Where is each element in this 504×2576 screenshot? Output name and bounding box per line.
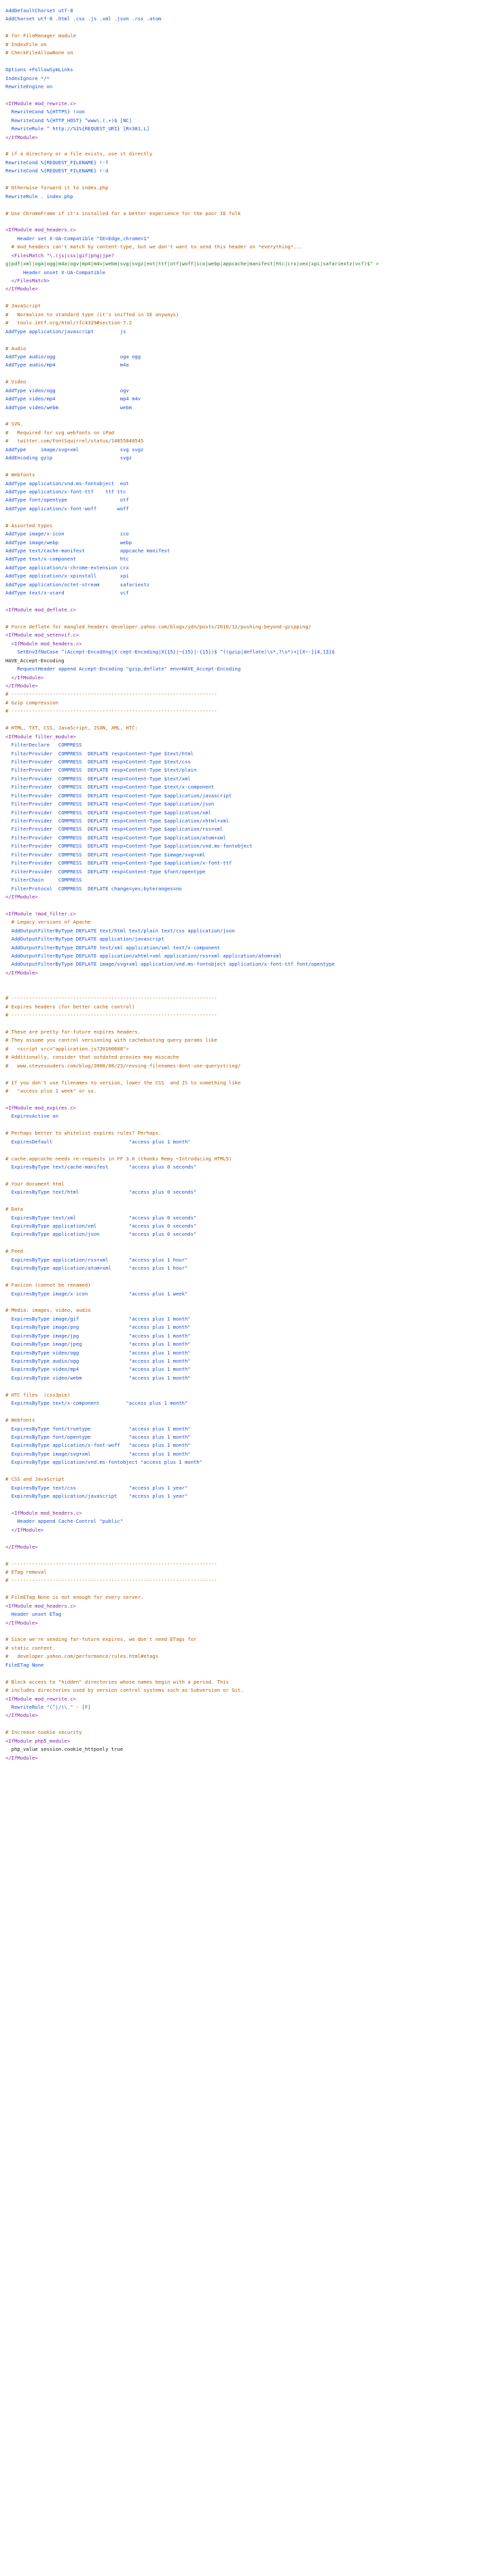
blank-line bbox=[5, 463, 499, 471]
code-line-section: <IfModule mod_headers.c> bbox=[5, 640, 82, 647]
code-line-directive: AddType application/x-chrome-extension crx bbox=[5, 564, 129, 571]
code-line-directive: ExpiresByType image/jpg "access plus 1 month" bbox=[5, 1332, 191, 1339]
code-line-comment: # tools.ietf.org/html/rfc4329#section-7.2 bbox=[5, 320, 132, 326]
code-line-directive: ExpiresByType application/javascript "access plus 1 year" bbox=[5, 1493, 188, 1499]
code-line-directive: RewriteRule ^ http://%1%{REQUEST_URI} [R=301,L] bbox=[5, 126, 150, 132]
blank-line bbox=[5, 615, 499, 623]
code-line-section: </IfModule> bbox=[5, 1543, 38, 1550]
code-line-section: </IfModule> bbox=[5, 1754, 38, 1761]
code-line-section: <IfModule php5_module> bbox=[5, 1737, 71, 1744]
code-line-comment: # Use ChromeFrame if it's installed for a better experience for the poor IE folk bbox=[5, 210, 241, 216]
code-line-section: <IfModule !mod_filter.c> bbox=[5, 910, 76, 917]
code-line-directive: FilterProvider COMPRESS DEFLATE resp=Content-Type $application/rss+xml bbox=[5, 826, 223, 833]
code-line-comment: # Audio bbox=[5, 345, 26, 352]
code-line-directive: AddType video/webm webm bbox=[5, 404, 132, 411]
code-line-section: </FilesMatch> bbox=[5, 278, 50, 284]
code-line-comment: # Increase cookie security bbox=[5, 1729, 82, 1736]
code-line-directive: AddCharset utf-8 .html .css .js .xml .json .rss .atom bbox=[5, 16, 162, 22]
blank-line bbox=[5, 1197, 499, 1205]
code-line-directive: ExpiresByType font/opentype "access plus 1 month" bbox=[5, 1433, 191, 1440]
code-line-directive: FilterProvider COMPRESS DEFLATE resp=Content-Type $application/javascript bbox=[5, 792, 232, 799]
code-line-comment: # Your document html bbox=[5, 1180, 65, 1187]
code-line-comment: # ---------------------------------------------------------------------- bbox=[5, 708, 217, 715]
code-line-comment: # Required for svg webfonts on iPad bbox=[5, 429, 115, 436]
blank-line bbox=[5, 91, 499, 99]
code-line-comment: # static content. bbox=[5, 1644, 56, 1651]
code-line-directive: FileETag None bbox=[5, 1661, 44, 1668]
blank-line bbox=[5, 336, 499, 344]
code-line-section: <FilesMatch "\.(js|css|gif|png|jpe? bbox=[5, 252, 115, 259]
code-line-comment: # www.stevesouders.com/blog/2008/08/23/revving-filenames-dont-use-querystring/ bbox=[5, 1062, 241, 1069]
code-line-directive: FilterProvider COMPRESS DEFLATE resp=Content-Type $application/json bbox=[5, 801, 215, 808]
code-line-section: <IfModule mod_rewrite.c> bbox=[5, 1695, 76, 1702]
code-line-comment: # Additionally, consider that outdated proxies may miscache bbox=[5, 1054, 179, 1061]
code-line-directive: FilterProvider COMPRESS DEFLATE resp=Content-Type $application/vnd.ms-fontobject bbox=[5, 843, 253, 850]
blank-line bbox=[5, 1070, 499, 1078]
code-line-directive: ExpiresByType application/atom+xml "access plus 1 hour" bbox=[5, 1265, 188, 1272]
code-line-directive: FilterProvider COMPRESS DEFLATE resp=Content-Type $text/html bbox=[5, 750, 194, 757]
code-line-directive: ExpiresByType application/xml "access plus 0 seconds" bbox=[5, 1223, 197, 1229]
code-line-directive: AddType application/x-xpinstall xpi bbox=[5, 573, 129, 580]
code-line-directive: ExpiresByType image/jpeg "access plus 1 month" bbox=[5, 1341, 191, 1348]
code-line-directive: Header unset X-UA-Compatible bbox=[5, 269, 106, 276]
blank-line bbox=[5, 218, 499, 226]
code-line-directive: ExpiresByType image/png "access plus 1 month" bbox=[5, 1324, 191, 1331]
blank-line bbox=[5, 412, 499, 420]
blank-line bbox=[5, 513, 499, 521]
code-line-comment: # If you don't use filenames to version, lower the CSS and JS to something like bbox=[5, 1079, 241, 1086]
blank-line bbox=[5, 1239, 499, 1247]
blank-line bbox=[5, 986, 499, 994]
code-line-directive: FilterProvider COMPRESS DEFLATE resp=Content-Type $image/svg+xml bbox=[5, 851, 206, 858]
code-line-directive: ExpiresByType video/ogg "access plus 1 month" bbox=[5, 1349, 191, 1356]
blank-line bbox=[5, 901, 499, 909]
code-line-section: </IfModule> bbox=[5, 969, 38, 976]
code-line-comment: # Expires headers (for better cache control) bbox=[5, 1003, 135, 1010]
code-line-directive: AddType font/opentype otf bbox=[5, 497, 129, 504]
code-line-section: </IfModule> bbox=[5, 286, 38, 292]
code-line-comment: # Webfonts bbox=[5, 1417, 35, 1424]
code-line-directive: RewriteCond %{REQUEST_FILENAME} !-d bbox=[5, 168, 109, 174]
code-line-directive: FilterProvider COMPRESS DEFLATE resp=Content-Type $application/atom+xml bbox=[5, 834, 226, 841]
code-line-directive: ExpiresByType image/gif "access plus 1 month" bbox=[5, 1315, 191, 1322]
code-line-directive: FilterProvider COMPRESS DEFLATE resp=Content-Type $font/opentype bbox=[5, 868, 206, 875]
code-line-section: <IfModule mod_rewrite.c> bbox=[5, 100, 76, 107]
blank-line bbox=[5, 1121, 499, 1129]
blank-line bbox=[5, 1273, 499, 1281]
blank-line bbox=[5, 58, 499, 66]
code-line-comment: # ---------------------------------------------------------------------- bbox=[5, 995, 217, 1002]
code-line-comment: # SVG. bbox=[5, 421, 23, 428]
code-line-string: g|pdf|xml|oga|ogg|m4a|ogv|mp4|m4v|webm|svg|svgz|eot|ttf|otf|woff|ico|webp|appcache|manifest|htc|crx|oex|xpi|safariextz|vcf)$" > bbox=[5, 261, 379, 267]
blank-line bbox=[5, 1020, 499, 1028]
code-line-directive: FilterProtocol COMPRESS DEFLATE change=yes;byteranges=no bbox=[5, 885, 182, 892]
code-line-section: <IfModule mod_deflate.c> bbox=[5, 607, 76, 613]
code-line-comment: # ---------------------------------------------------------------------- bbox=[5, 1560, 217, 1567]
code-line-comment: # ETag removal bbox=[5, 1568, 47, 1575]
code-line-directive: ExpiresByType text/xml "access plus 0 seconds" bbox=[5, 1214, 197, 1221]
blank-line bbox=[5, 142, 499, 150]
code-line-directive: ExpiresByType application/json "access plus 0 seconds" bbox=[5, 1231, 197, 1238]
code-line-directive: RewriteCond %{REQUEST_FILENAME} !-f bbox=[5, 159, 109, 166]
code-line-directive: AddType audio/ogg oga ogg bbox=[5, 353, 141, 360]
code-line-comment: # Video bbox=[5, 379, 26, 385]
code-line-directive: RewriteRule "(^|/)\." - [F] bbox=[5, 1703, 91, 1710]
code-line-directive: IndexIgnore */* bbox=[5, 75, 50, 81]
code-line-directive: RewriteEngine on bbox=[5, 83, 53, 90]
code-line-comment: # ---------------------------------------------------------------------- bbox=[5, 1012, 217, 1019]
blank-line bbox=[5, 1171, 499, 1179]
blank-line bbox=[5, 1720, 499, 1728]
code-line-directive: FilterDeclare COMPRESS bbox=[5, 742, 82, 749]
blank-line bbox=[5, 1500, 499, 1509]
code-line-directive: ExpiresByType text/x-component "access plus 1 month" bbox=[5, 1400, 188, 1407]
code-line-directive: AddDefaultCharset utf-8 bbox=[5, 7, 73, 14]
code-line-comment: # Webfonts bbox=[5, 472, 35, 478]
code-line-plain: HAVE_Accept-Encoding bbox=[5, 657, 65, 664]
blank-line bbox=[5, 1382, 499, 1390]
code-line-directive: AddType application/vnd.ms-fontobject eot bbox=[5, 480, 129, 487]
code-line-directive: AddOutputFilterByType DEFLATE application/javascript bbox=[5, 936, 164, 943]
blank-line bbox=[5, 1467, 499, 1475]
code-line-directive: SetEnvIfNoCase ^(Accept-EncodXng|X-cept-Encoding|X{15}|~{15}|-{15})$ ^((gzip|deflate)\s*,?\s*)+|[X~-]{4,13}$ bbox=[5, 649, 335, 656]
code-line-plain: php_value session.cookie_httponly true bbox=[5, 1746, 124, 1753]
code-line-directive: AddType video/ogg ogv bbox=[5, 387, 129, 394]
code-line-directive: AddOutputFilterByType DEFLATE text/html text/plain text/css application/json bbox=[5, 927, 235, 934]
code-line-comment: # twitter.com/FontSquirrel/status/14855840545 bbox=[5, 438, 144, 444]
code-line-directive: RequestHeader append Accept-Encoding "gzip,deflate" env=HAVE_Accept-Encoding bbox=[5, 666, 241, 673]
code-line-comment: # Favicon (cannot be renamed) bbox=[5, 1282, 91, 1289]
blank-line bbox=[5, 1627, 499, 1635]
code-line-directive: AddType application/x-font-woff woff bbox=[5, 505, 129, 512]
code-line-directive: ExpiresByType text/css "access plus 1 year" bbox=[5, 1484, 188, 1491]
code-line-directive: AddEncoding gzip svgz bbox=[5, 455, 132, 461]
blank-line bbox=[5, 370, 499, 378]
blank-line bbox=[5, 1146, 499, 1154]
code-line-comment: # <script src="application.js?20100608"> bbox=[5, 1045, 129, 1052]
code-line-directive: AddType text/cache-manifest appcache manifest bbox=[5, 548, 170, 554]
code-line-comment: # Block access to "hidden" directories whose names begin with a period. This bbox=[5, 1678, 229, 1685]
code-line-directive: AddType image/x-icon ico bbox=[5, 531, 129, 537]
code-line-comment: # Gzip compression bbox=[5, 699, 58, 706]
code-line-directive: FilterProvider COMPRESS DEFLATE resp=Content-Type $text/x-component bbox=[5, 784, 215, 791]
code-line-comment: # Data bbox=[5, 1206, 23, 1213]
code-line-comment: # CSS and JavaScript bbox=[5, 1476, 65, 1483]
code-line-section: </IfModule> bbox=[5, 683, 38, 689]
code-line-section: </IfModule> bbox=[5, 1619, 38, 1626]
code-line-directive: ExpiresByType audio/ogg "access plus 1 month" bbox=[5, 1358, 191, 1364]
code-line-comment: # ---------------------------------------------------------------------- bbox=[5, 691, 217, 698]
code-line-comment: # Otherwise forward it to index.php bbox=[5, 185, 109, 191]
code-line-directive: ExpiresByType font/truetype "access plus 1 month" bbox=[5, 1425, 191, 1432]
blank-line bbox=[5, 716, 499, 724]
blank-line bbox=[5, 294, 499, 302]
code-line-section: <IfModule filter_module> bbox=[5, 733, 76, 740]
code-line-comment: # IndexFile on bbox=[5, 41, 47, 48]
code-line-directive: AddOutputFilterByType DEFLATE image/svg+xml application/vnd.ms-fontobject application/x-font-ttf font/opentype bbox=[5, 961, 335, 968]
code-line-section: <IfModule mod_expires.c> bbox=[5, 1104, 76, 1111]
code-line-directive: AddOutputFilterByType DEFLATE text/xml application/xml text/x-component bbox=[5, 944, 220, 951]
code-line-directive: ExpiresByType text/cache-manifest "access plus 0 seconds" bbox=[5, 1163, 197, 1170]
code-line-directive: ExpiresActive on bbox=[5, 1113, 58, 1120]
code-line-comment: # mod_headers can't match by content-type, but we don't want to send this header on *everything*... bbox=[5, 244, 303, 250]
code-line-comment: # cache.appcache needs re-requests in FF 3.6 (thanks Remy ~Introducing HTML5) bbox=[5, 1155, 232, 1162]
code-line-comment: # "access plus 1 week" or so. bbox=[5, 1088, 97, 1094]
code-line-comment: # if a directory or a file exists, use it directly bbox=[5, 151, 153, 157]
code-line-directive: ExpiresByType image/svg+xml "access plus 1 month" bbox=[5, 1450, 191, 1457]
code-line-comment: # CheckFileAllowNone on bbox=[5, 50, 73, 56]
code-line-comment: # They assume you control versioning with cachebusting query params like bbox=[5, 1037, 217, 1044]
code-line-directive: AddType application/javascript js bbox=[5, 328, 126, 335]
code-line-directive: ExpiresByType video/mp4 "access plus 1 month" bbox=[5, 1366, 191, 1373]
blank-line bbox=[5, 176, 499, 184]
code-line-directive: AddOutputFilterByType DEFLATE application/xhtml+xml application/rss+xml application/atom+xml bbox=[5, 953, 282, 959]
code-line-directive: AddType application/octet-stream safariextz bbox=[5, 581, 150, 588]
code-line-comment: # ---------------------------------------------------------------------- bbox=[5, 1577, 217, 1584]
code-line-comment: # for FileManager module bbox=[5, 33, 76, 39]
blank-line bbox=[5, 1534, 499, 1542]
code-line-directive: RewriteCond %{HTTP_HOST} ^www\.(.+)$ [NC] bbox=[5, 117, 132, 124]
code-line-directive: AddType image/svg+xml svg svgz bbox=[5, 446, 144, 453]
code-line-directive: ExpiresByType application/rss+xml "access plus 1 hour" bbox=[5, 1256, 188, 1263]
code-line-directive: FilterProvider COMPRESS DEFLATE resp=Content-Type $application/x-font-ttf bbox=[5, 860, 232, 867]
code-line-directive: RewriteCond %{HTTPS} !=on bbox=[5, 109, 85, 115]
blank-line bbox=[5, 1669, 499, 1678]
code-line-directive: ExpiresDefault "access plus 1 month" bbox=[5, 1138, 191, 1145]
code-line-directive: FilterProvider COMPRESS DEFLATE resp=Content-Type $application/xhtml+xml bbox=[5, 818, 229, 824]
code-line-directive: FilterProvider COMPRESS DEFLATE resp=Content-Type $application/xml bbox=[5, 809, 211, 816]
code-line-comment: # JavaScript bbox=[5, 303, 41, 309]
code-line-directive: AddType text/x-component htc bbox=[5, 556, 129, 563]
code-line-directive: AddType video/mp4 mp4 m4v bbox=[5, 396, 141, 402]
code-line-directive: ExpiresByType video/webm "access plus 1 month" bbox=[5, 1374, 191, 1381]
code-line-directive: FilterProvider COMPRESS DEFLATE resp=Content-Type $text/plain bbox=[5, 767, 197, 774]
code-line-section: </IfModule> bbox=[5, 893, 38, 900]
code-line-section: </IfModule> bbox=[5, 1712, 38, 1719]
code-line-directive: FilterProvider COMPRESS DEFLATE resp=Content-Type $text/xml bbox=[5, 775, 191, 782]
blank-line bbox=[5, 1298, 499, 1306]
code-line-comment: # These are pretty far-future expires headers. bbox=[5, 1028, 141, 1035]
code-line-comment: # includes directories used by version control systems such as Subversion or Git. bbox=[5, 1687, 244, 1694]
code-line-section: <IfModule mod_headers.c> bbox=[5, 1509, 82, 1516]
code-line-comment: # Assorted types bbox=[5, 522, 53, 529]
code-line-directive: ExpiresByType application/vnd.ms-fontobject "access plus 1 month" bbox=[5, 1459, 202, 1466]
code-line-section: <IfModule mod_setenvif.c> bbox=[5, 632, 79, 639]
code-line-comment: # Force deflate for mangled headers developer.yahoo.com/blogs/ydn/posts/2010/12/pushing-beyond-gzipping/ bbox=[5, 623, 312, 630]
blank-line bbox=[5, 977, 499, 985]
code-line-comment: # FileETag None is not enough for every server. bbox=[5, 1594, 144, 1601]
code-line-comment: # Since we're sending far-future expires, we don't need ETags for bbox=[5, 1636, 197, 1643]
code-line-directive: Header append Cache-Control "public" bbox=[5, 1518, 124, 1525]
blank-line bbox=[5, 201, 499, 209]
code-line-directive: Header unset ETag bbox=[5, 1611, 62, 1618]
blank-line bbox=[5, 1408, 499, 1416]
blank-line bbox=[5, 598, 499, 606]
blank-line bbox=[5, 1551, 499, 1559]
code-line-directive: AddType text/x-vcard vcf bbox=[5, 590, 129, 596]
code-line-directive: AddType application/x-font-ttf ttf ttc bbox=[5, 488, 126, 495]
code-line-directive: Options +FollowSymLinks bbox=[5, 67, 73, 73]
code-line-comment: # Perhaps better to whitelist expires rules? Perhaps. bbox=[5, 1130, 162, 1137]
code-line-directive: FilterProvider COMPRESS DEFLATE resp=Content-Type $text/css bbox=[5, 758, 191, 765]
code-line-section: </IfModule> bbox=[5, 1526, 44, 1533]
code-line-directive: Header set X-UA-Compatible "IE=Edge,chrome=1" bbox=[5, 235, 150, 242]
blank-line bbox=[5, 1585, 499, 1593]
code-line-comment: # Media: images, video, audio bbox=[5, 1307, 91, 1314]
code-line-directive: ExpiresByType image/x-icon "access plus 1 week" bbox=[5, 1290, 188, 1297]
code-line-section: </IfModule> bbox=[5, 134, 38, 140]
code-line-section: <IfModule mod_headers.c> bbox=[5, 1602, 76, 1609]
code-line-comment: # Feed bbox=[5, 1248, 23, 1255]
code-line-comment: # HTML, TXT, CSS, JavaScript, JSON, XML, HTC: bbox=[5, 725, 138, 732]
code-line-directive: ExpiresByType application/x-font-woff "access plus 1 month" bbox=[5, 1442, 191, 1449]
code-line-comment: # HTC files (css3pie) bbox=[5, 1391, 71, 1398]
code-line-directive: RewriteRule . index.php bbox=[5, 193, 73, 200]
code-line-comment: # Normalize to standard type (it's sniffed in IE anyways) bbox=[5, 311, 179, 318]
code-line-directive: AddType image/webp webp bbox=[5, 539, 132, 546]
code-line-comment: # Legacy versions of Apache bbox=[5, 919, 91, 926]
code-line-directive: FilterChain COMPRESS bbox=[5, 877, 82, 884]
code-line-directive: AddType audio/mp4 m4a bbox=[5, 362, 129, 368]
code-line-section: </IfModule> bbox=[5, 674, 44, 681]
blank-line bbox=[5, 1095, 499, 1103]
code-line-section: <IfModule mod_headers.c> bbox=[5, 227, 76, 233]
blank-line bbox=[5, 24, 499, 32]
code-line-directive: ExpiresByType text/html "access plus 0 seconds" bbox=[5, 1189, 197, 1196]
code-line-comment: # developer.yahoo.com/performance/rules.html#etags bbox=[5, 1653, 159, 1660]
